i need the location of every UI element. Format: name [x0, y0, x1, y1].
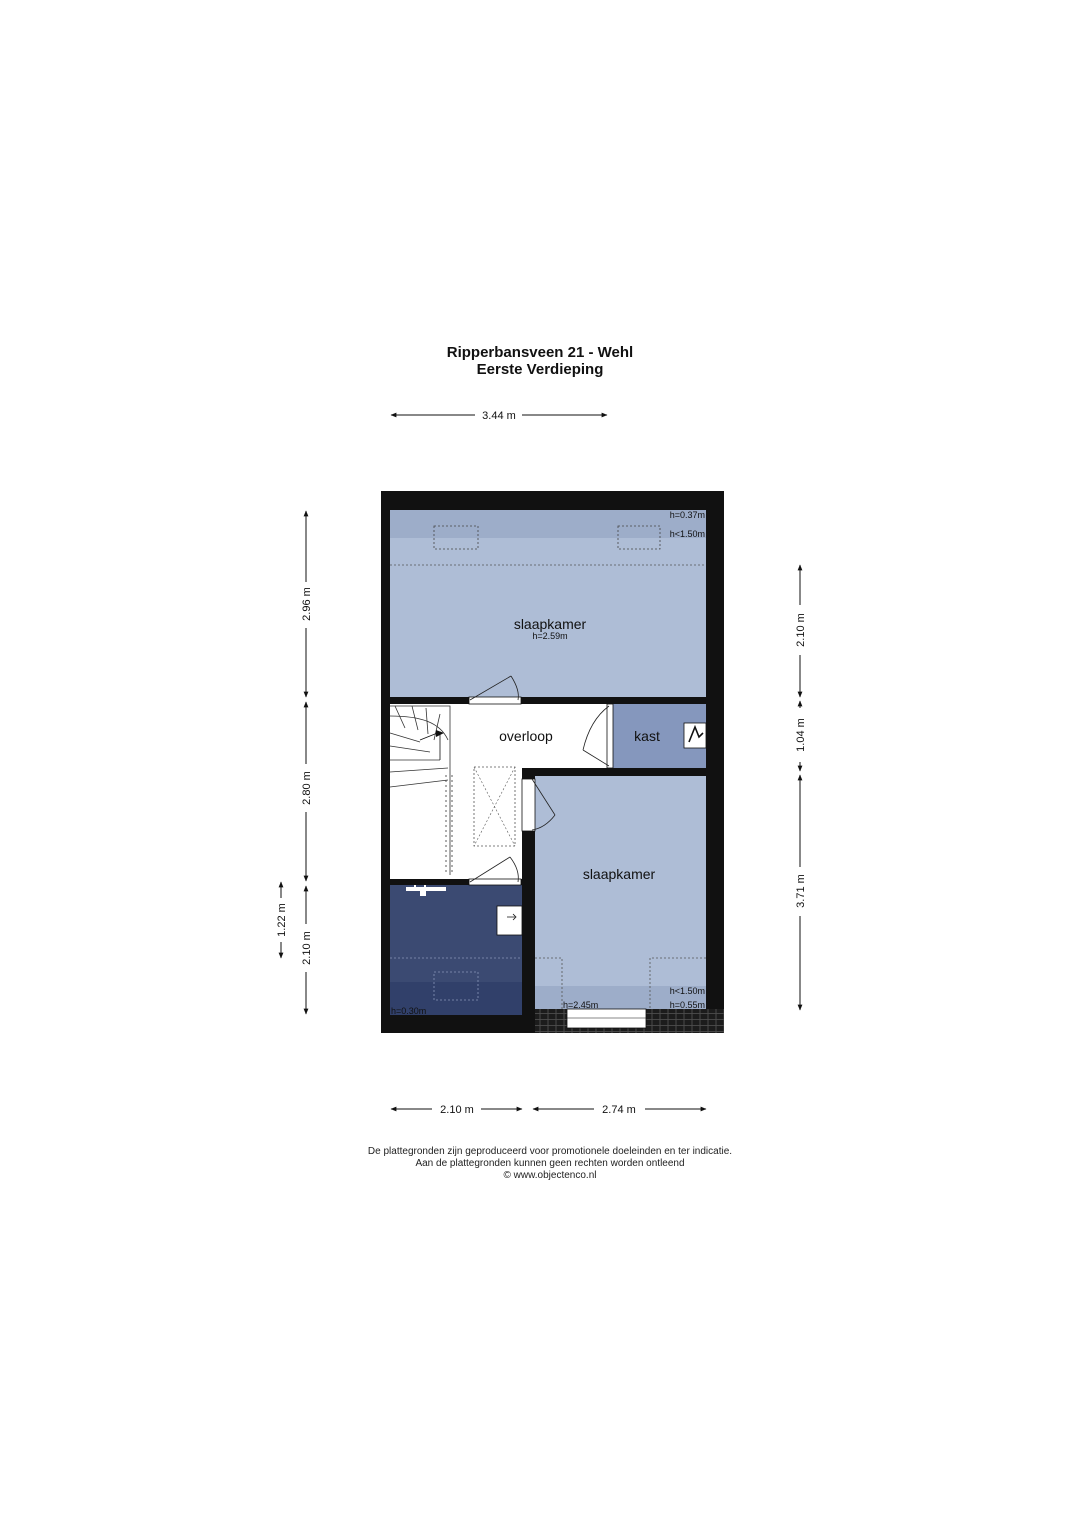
dim-label-bottom-1: 2.10 m [440, 1104, 474, 1116]
room-label-landing: overloop [499, 728, 553, 744]
height-note-bathroom: h=0.30m [391, 1006, 427, 1016]
room-label-bedroom-bottom: slaapkamer [582, 866, 656, 882]
height-note-bottom-right-2: h=0.55m [669, 1000, 705, 1010]
height-note-top-right-1: h=0.37m [669, 510, 705, 520]
height-note-bottom-mid: h=2.45m [563, 1000, 599, 1010]
washbasin [497, 906, 522, 935]
dim-label-left-2: 2.80 m [301, 771, 313, 805]
wall-bedroom-bottom-top [522, 768, 706, 776]
room-height-bedroom-top: h=2.59m [532, 631, 568, 641]
height-note-top-right-2: h<1.50m [669, 529, 705, 539]
bedroom-top-low-ceiling-zone [390, 510, 706, 538]
dim-label-top: 3.44 m [482, 410, 516, 422]
plan-floor-title: Eerste Verdieping [476, 361, 604, 378]
dim-label-right-1: 2.10 m [795, 613, 807, 647]
plan-address-title: Ripperbansveen 21 - Wehl [446, 344, 634, 361]
wall-top-bedroom-bottom [390, 697, 706, 704]
disclaimer-copyright: © www.objectenco.nl [503, 1170, 597, 1181]
disclaimer-line-1: De plattegronden zijn geproduceerd voor promotionele doeleinden en ter indicatie. [367, 1146, 733, 1157]
bedroom-top-floor [390, 510, 706, 697]
bedroom-bottom-floor [535, 776, 706, 1009]
dim-label-right-3: 3.71 m [795, 874, 807, 908]
room-label-bedroom-top: slaapkamer [513, 616, 587, 632]
room-label-closet: kast [634, 728, 660, 744]
dim-label-right-2: 1.04 m [795, 718, 807, 752]
dim-label-left-outer: 1.22 m [276, 903, 288, 937]
dim-label-left-1: 2.96 m [301, 587, 313, 621]
dim-label-bottom-2: 2.74 m [602, 1104, 636, 1116]
dormer-window [567, 1009, 646, 1028]
height-note-bottom-right-1: h<1.50m [669, 986, 705, 996]
dim-label-left-3: 2.10 m [301, 931, 313, 965]
disclaimer-line-2: Aan de plattegronden kunnen geen rechten worden ontleend [415, 1158, 685, 1169]
